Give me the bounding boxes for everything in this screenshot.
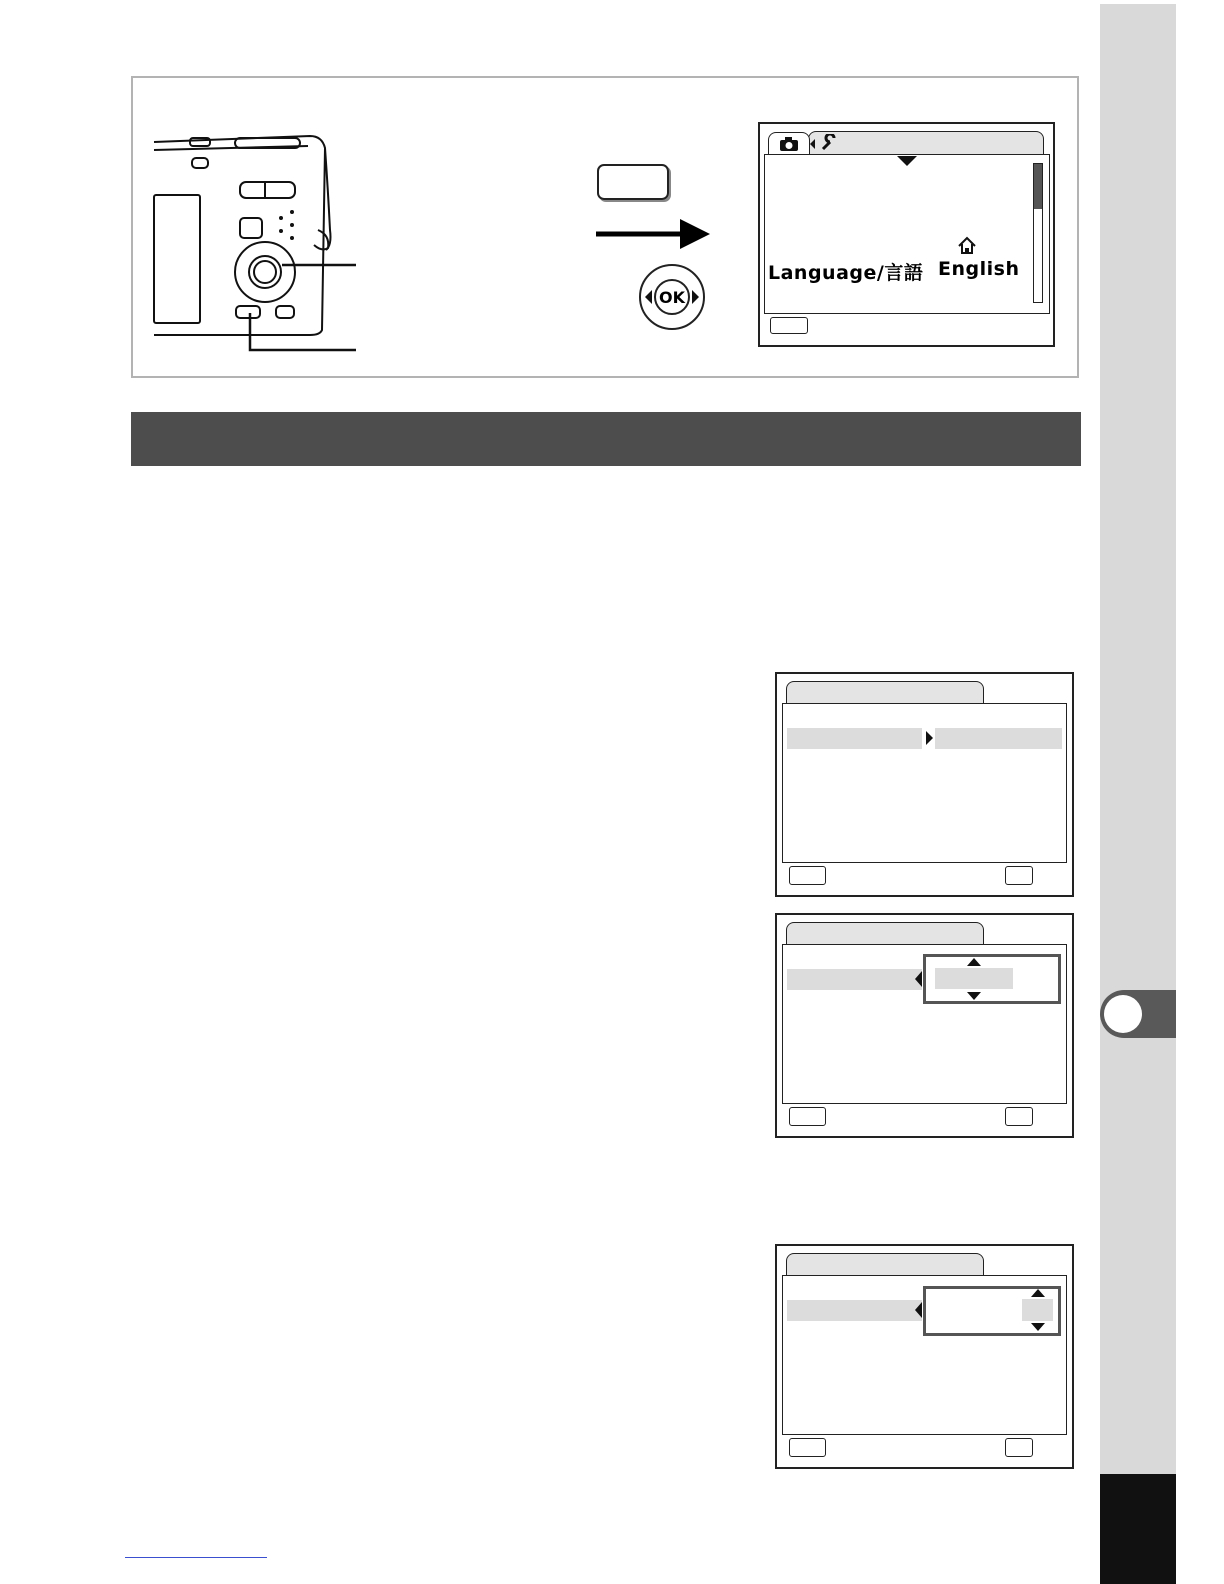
screen-2-left-key: [789, 1107, 826, 1126]
menu-key-indicator: [770, 317, 808, 334]
section-header-bar: [131, 412, 1081, 466]
arrow-down-icon: [1030, 1322, 1046, 1332]
screen-2-right-key: [1005, 1107, 1033, 1126]
screen-3-value-highlight: [1022, 1299, 1053, 1321]
chapter-marker-dot: [1104, 995, 1142, 1033]
screen-2-tab: [786, 922, 984, 946]
screen-1-tab: [786, 681, 984, 705]
svg-text:OK: OK: [659, 288, 685, 307]
menu-button-icon: [597, 164, 669, 200]
scrollbar: [1033, 163, 1043, 303]
language-label: Language/言語: [768, 262, 924, 284]
setting-tab: [808, 131, 1044, 155]
arrow-right-icon: [924, 730, 934, 746]
screen-2-value-highlight: [935, 968, 1013, 989]
screen-1-left-key: [789, 866, 826, 885]
screen-1-body: [782, 703, 1067, 863]
screen-3-tab: [786, 1253, 984, 1277]
callout-lines: [240, 255, 360, 355]
screen-2-highlight: [787, 969, 922, 990]
menu-list-area: [764, 154, 1050, 314]
arrow-right-icon: [594, 216, 714, 252]
arrow-up-icon: [1030, 1288, 1046, 1298]
footer-link[interactable]: [125, 1557, 267, 1558]
screen-1-value-highlight: [935, 728, 1062, 749]
screen-3-highlight: [787, 1300, 922, 1321]
screen-1-underline: [935, 726, 1012, 728]
arrow-up-icon: [966, 957, 982, 967]
home-icon: [956, 236, 978, 256]
page-number-block: [1100, 1474, 1176, 1584]
arrow-down-icon: [966, 991, 982, 1001]
screen-3-right-key: [1005, 1438, 1033, 1457]
scroll-down-indicator: [896, 155, 918, 167]
wrench-icon: [820, 134, 838, 152]
screen-3-left-key: [789, 1438, 826, 1457]
chapter-sidebar: [1100, 4, 1176, 1584]
screen-1-highlight: [787, 728, 922, 749]
language-value: English: [938, 258, 1020, 280]
ok-button-icon: [637, 262, 707, 332]
screen-1-right-key: [1005, 866, 1033, 885]
